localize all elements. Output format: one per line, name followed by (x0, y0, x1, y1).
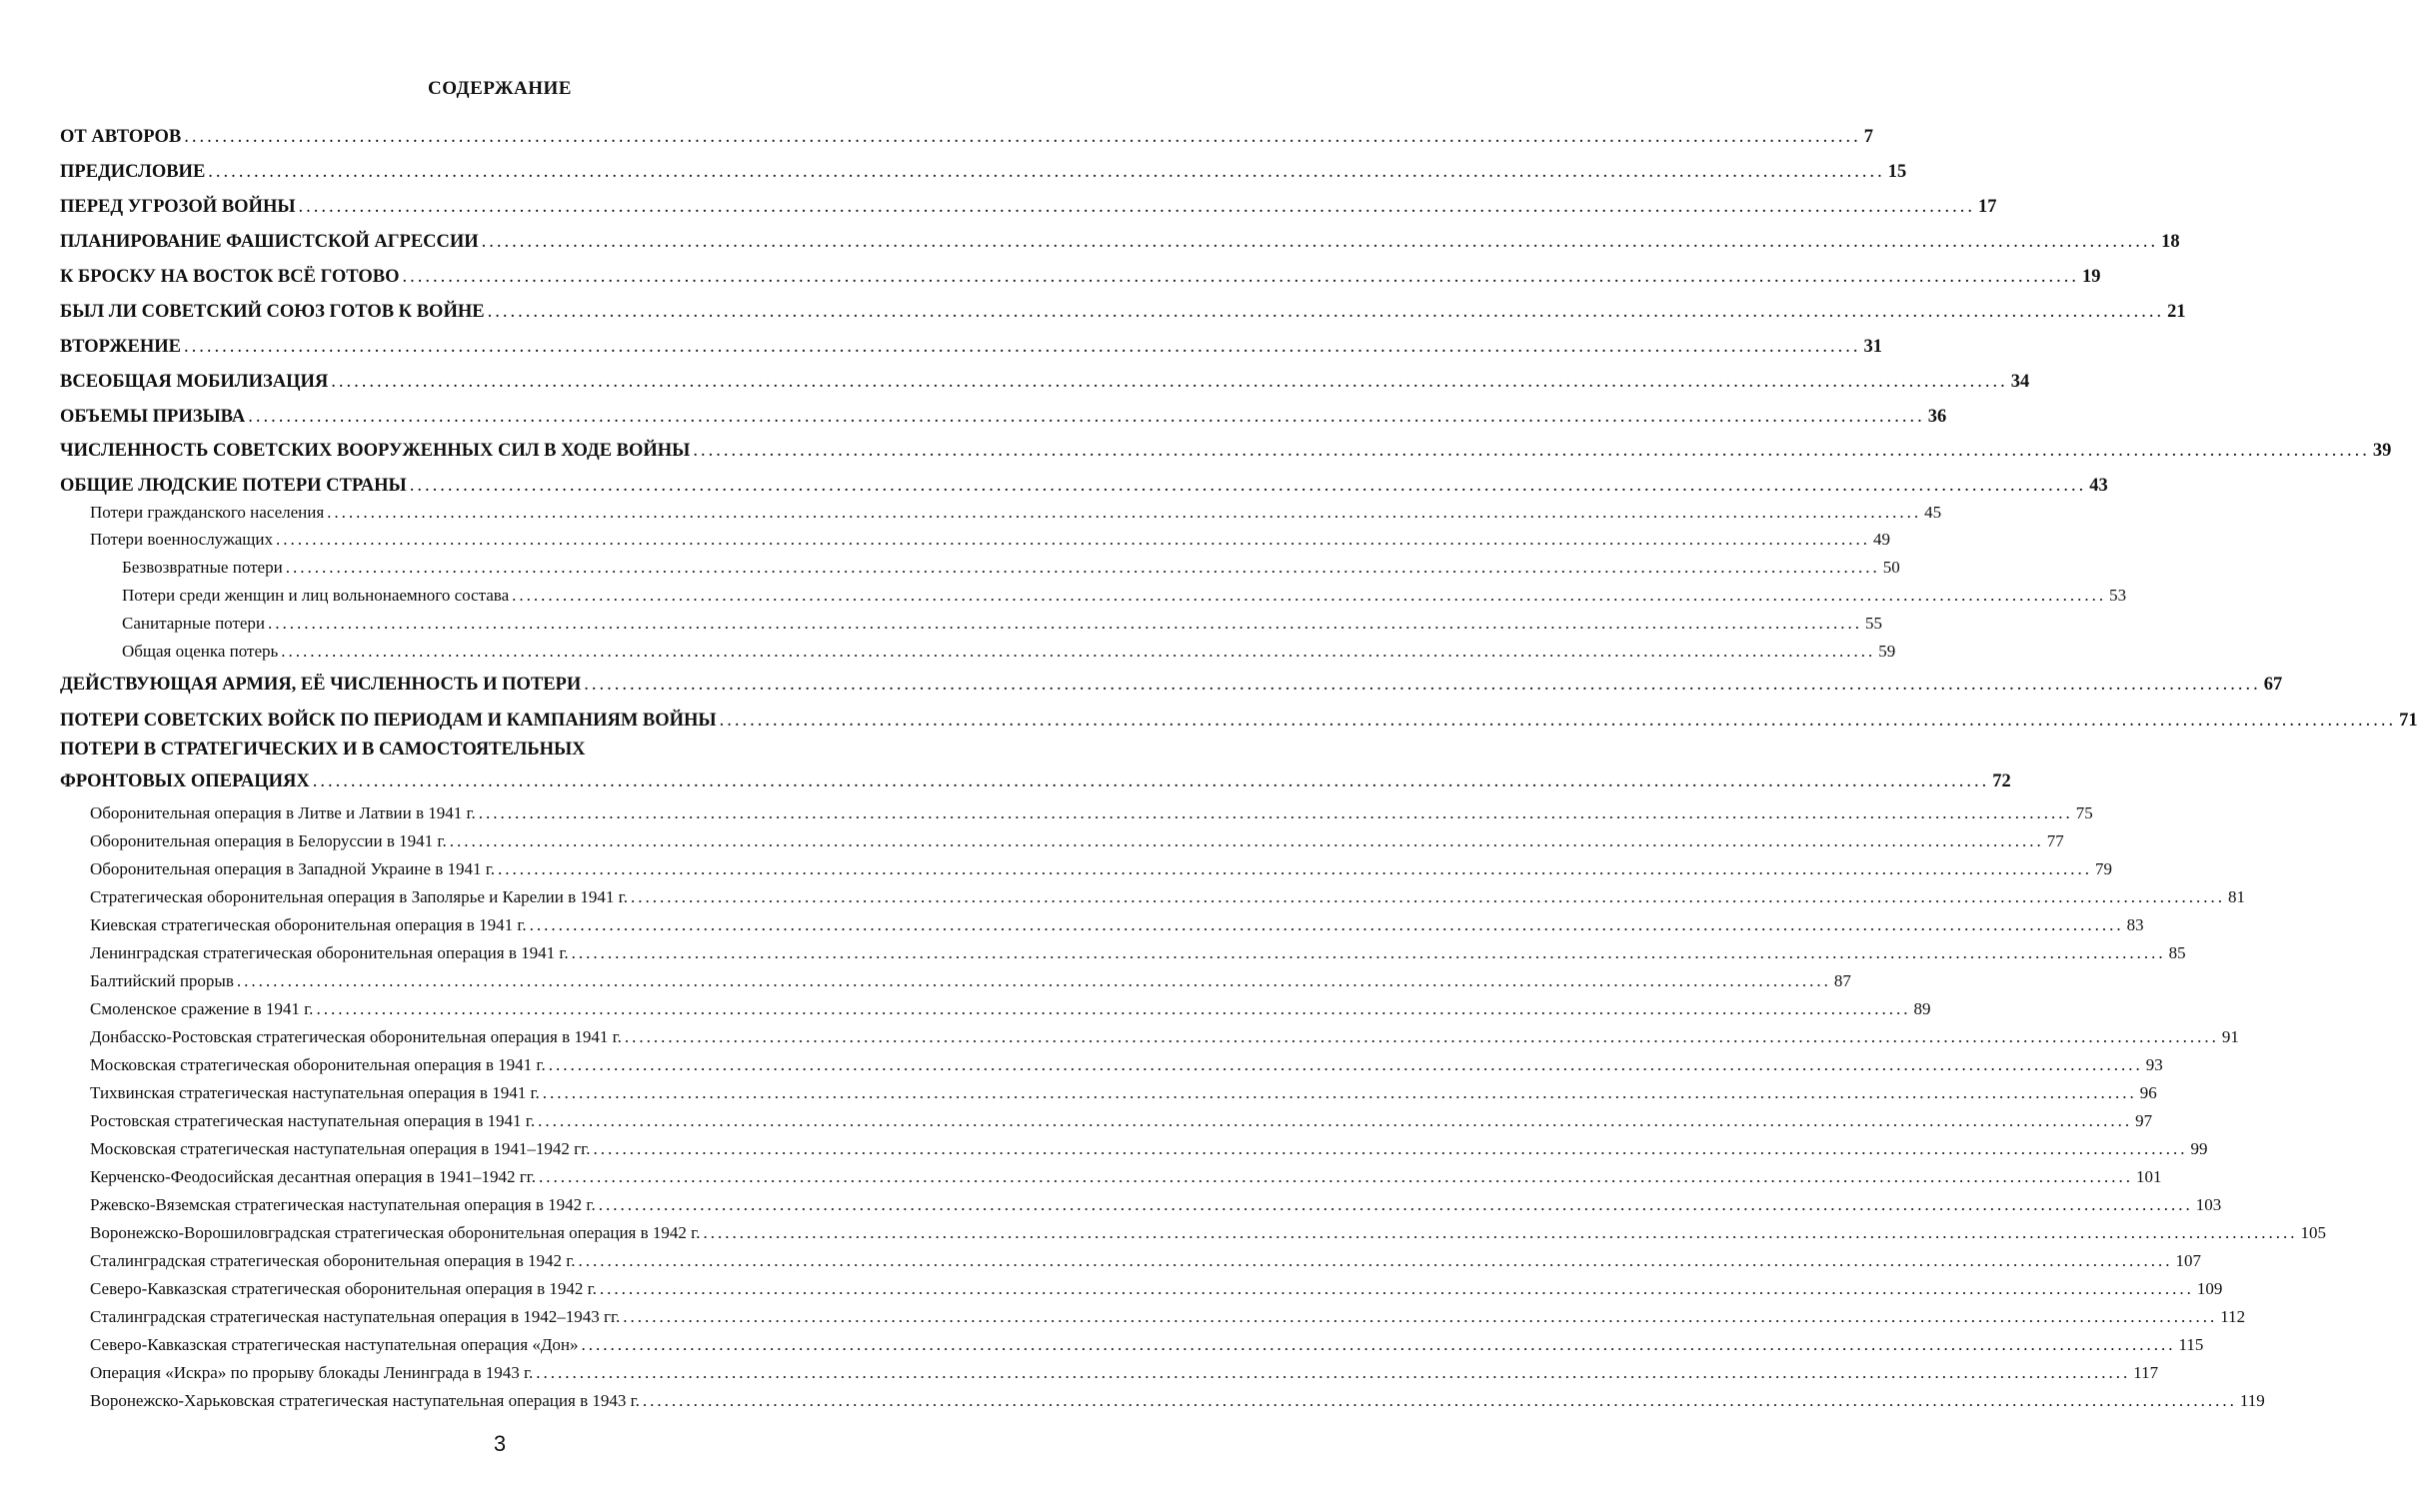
toc-entry-page: 71 (2399, 711, 2418, 731)
toc-entry-page: 79 (2095, 859, 2113, 878)
toc-entry[interactable] (60, 402, 1947, 428)
dot-leader: ............................................................................................................................................................................................................................ (312, 771, 1990, 791)
toc-entry-label: Потери гражданского населения (90, 503, 325, 522)
toc-entry-label: ПЛАНИРОВАНИЕ ФАШИСТСКОЙ АГРЕССИИ (60, 232, 479, 252)
toc-entry-label: Московская стратегическая оборонительная операция в 1941 г. (90, 1055, 546, 1074)
dot-leader: ............................................................................................................................................................................................................................ (183, 337, 1861, 357)
toc-entry[interactable] (60, 262, 2101, 288)
toc-entry-page: 109 (2196, 1279, 2223, 1298)
dot-leader: ............................................................................................................................................................................................................................ (236, 971, 1831, 990)
toc-entry-page: 7 (1863, 127, 1873, 147)
toc-entry-label: Сталинградская стратегическая оборонительная операция в 1942 г. (90, 1251, 576, 1270)
toc-entry[interactable] (90, 853, 2113, 879)
toc-entry[interactable] (90, 965, 1851, 991)
toc-entry-label: ОБЪЕМЫ ПРИЗЫВА (60, 407, 246, 427)
dot-leader: ............................................................................................................................................................................................................................ (512, 586, 2107, 605)
toc-entry-page: 34 (2010, 372, 2030, 392)
toc-entry-page: 83 (2126, 915, 2144, 934)
toc-entry-page: 43 (2089, 476, 2108, 496)
dot-leader: ............................................................................................................................................................................................................................ (409, 476, 2087, 496)
toc-entry[interactable] (60, 332, 1882, 358)
toc-entry[interactable] (90, 993, 1931, 1019)
toc-entry-page: 103 (2195, 1195, 2222, 1214)
dot-leader: ............................................................................................................................................................................................................................ (402, 267, 2079, 287)
toc-entry[interactable] (60, 706, 2418, 732)
toc-entry-page: 117 (2133, 1363, 2159, 1382)
toc-entry-page: 19 (2081, 267, 2101, 287)
dot-leader: ............................................................................................................................................................................................................................ (327, 503, 1922, 522)
toc-entry-page: 85 (2168, 943, 2186, 962)
toc-entry[interactable] (122, 636, 1896, 662)
toc-entry-page: 53 (2109, 586, 2127, 605)
dot-leader: ............................................................................................................................................................................................................................ (538, 1111, 2133, 1130)
toc-entry-label: Стратегическая оборонительная операция в Заполярье и Карелии в 1941 г. (90, 887, 628, 906)
toc-entry-page: 18 (2161, 232, 2180, 252)
toc-entry[interactable] (60, 297, 2186, 323)
toc-entry-label-line1: ПОТЕРИ В СТРАТЕГИЧЕСКИХ И В САМОСТОЯТЕЛЬНЫХ (60, 740, 586, 759)
dot-leader: ............................................................................................................................................................................................................................ (542, 1083, 2137, 1102)
toc-entry[interactable] (90, 937, 2186, 963)
toc-entry-page: 107 (2175, 1251, 2202, 1270)
toc-entry[interactable] (90, 1357, 2159, 1383)
dot-leader: ............................................................................................................................................................................................................................ (529, 915, 2124, 934)
toc-entry-page: 39 (2372, 441, 2392, 461)
toc-entry[interactable] (90, 909, 2144, 935)
dot-leader: ............................................................................................................................................................................................................................ (316, 999, 1911, 1018)
toc-entry[interactable] (60, 192, 1997, 218)
toc-entry[interactable] (90, 1133, 2208, 1159)
dot-leader: ............................................................................................................................................................................................................................ (571, 943, 2166, 962)
toc-entry[interactable] (60, 122, 1873, 148)
dot-leader: ............................................................................................................................................................................................................................ (536, 1363, 2131, 1382)
toc-entry[interactable] (60, 670, 2283, 696)
toc-entry-label: ПРЕДИСЛОВИЕ (60, 162, 206, 182)
toc-entry-page: 96 (2139, 1083, 2157, 1102)
toc-entry[interactable] (90, 1217, 2326, 1243)
dot-leader: ............................................................................................................................................................................................................................ (548, 1055, 2143, 1074)
toc-entry-label: ПОТЕРИ СОВЕТСКИХ ВОЙСК ПО ПЕРИОДАМ И КАМПАНИЯМ ВОЙНЫ (60, 711, 717, 731)
toc-entry-label: Донбасско-Ростовская стратегическая оборонительная операция в 1941 г. (90, 1027, 622, 1046)
toc-entry[interactable] (90, 1077, 2157, 1103)
toc-entry-page: 15 (1887, 162, 1907, 182)
toc-entry[interactable] (90, 881, 2245, 907)
toc-entry-page: 50 (1882, 558, 1900, 577)
toc-entry-page: 119 (2239, 1391, 2265, 1410)
toc-entry-page: 105 (2300, 1223, 2326, 1242)
toc-entry[interactable] (90, 1301, 2246, 1327)
toc-entry-page: 115 (2178, 1335, 2204, 1354)
dot-leader: ............................................................................................................................................................................................................................ (248, 407, 1925, 427)
toc-entry-label: Оборонительная операция в Белоруссии в 1941 г. (90, 831, 447, 850)
toc-entry-page: 93 (2145, 1055, 2163, 1074)
dot-leader: ............................................................................................................................................................................................................................ (642, 1391, 2237, 1410)
toc-entry-label: Потери военнослужащих (90, 530, 273, 549)
toc-entry-label: Операция «Искра» по прорыву блокады Ленинграда в 1943 г. (90, 1363, 534, 1382)
toc-entry[interactable] (60, 766, 2011, 792)
toc-entry-label: ОТ АВТОРОВ (60, 127, 182, 147)
toc-entry-label: Северо-Кавказская стратегическая оборонительная операция в 1942 г. (90, 1279, 597, 1298)
toc-entry-page: 21 (2167, 302, 2186, 322)
toc-entry-label: Воронежско-Харьковская стратегическая наступательная операция в 1943 г. (90, 1391, 640, 1410)
toc-entry-label: Безвозвратные потери (122, 558, 283, 577)
toc-entry-label: Московская стратегическая наступательная операция в 1941–1942 гг. (90, 1139, 591, 1158)
dot-leader: ............................................................................................................................................................................................................................ (487, 302, 2165, 322)
toc-entry[interactable] (90, 524, 1890, 550)
toc-entry[interactable] (60, 436, 2392, 462)
toc-entry-page: 81 (2227, 887, 2245, 906)
toc-entry[interactable] (90, 825, 2064, 851)
toc-entry-page: 49 (1872, 530, 1890, 549)
dot-leader: ............................................................................................................................................................................................................................ (630, 887, 2225, 906)
page-number: 3 (493, 1431, 507, 1456)
toc-title: СОДЕРЖАНИЕ (428, 78, 572, 99)
dot-leader: ............................................................................................................................................................................................................................ (281, 642, 1876, 661)
dot-leader: ............................................................................................................................................................................................................................ (719, 711, 2397, 731)
toc-entry[interactable] (90, 1161, 2162, 1187)
toc-entry[interactable] (90, 497, 1942, 523)
toc-entry[interactable] (60, 471, 2108, 497)
dot-leader: ............................................................................................................................................................................................................................ (581, 1335, 2176, 1354)
dot-leader: ............................................................................................................................................................................................................................ (623, 1307, 2218, 1326)
toc-entry[interactable] (90, 1329, 2204, 1355)
toc-entry-label: Балтийский прорыв (90, 971, 234, 990)
toc-entry-label: Общая оценка потерь (122, 642, 279, 661)
toc-entry[interactable] (60, 227, 2180, 253)
toc-entry-label: ФРОНТОВЫХ ОПЕРАЦИЯХ (60, 771, 310, 791)
toc-entry-label: ПЕРЕД УГРОЗОЙ ВОЙНЫ (60, 197, 296, 217)
dot-leader: ............................................................................................................................................................................................................................ (481, 232, 2159, 252)
dot-leader: ............................................................................................................................................................................................................................ (498, 859, 2093, 878)
toc-entry-page: 67 (2263, 675, 2283, 695)
toc-entry[interactable] (90, 1105, 2153, 1131)
toc-entry-label: Ржевско-Вяземская стратегическая наступательная операция в 1942 г. (90, 1195, 596, 1214)
toc-entry-label: ВСЕОБЩАЯ МОБИЛИЗАЦИЯ (60, 372, 329, 392)
dot-leader: ............................................................................................................................................................................................................................ (703, 1223, 2298, 1242)
toc-entry-label: Тихвинская стратегическая наступательная операция в 1941 г. (90, 1083, 540, 1102)
toc-entry-page: 87 (1833, 971, 1851, 990)
toc-entry[interactable] (90, 1189, 2222, 1215)
toc-entry-label: ОБЩИЕ ЛЮДСКИЕ ПОТЕРИ СТРАНЫ (60, 476, 407, 496)
dot-leader: ............................................................................................................................................................................................................................ (268, 614, 1863, 633)
dot-leader: ............................................................................................................................................................................................................................ (331, 372, 2008, 392)
dot-leader: ............................................................................................................................................................................................................................ (538, 1167, 2133, 1186)
toc-entry[interactable] (90, 1273, 2223, 1299)
toc-entry-page: 55 (1865, 614, 1883, 633)
toc-entry-label: К БРОСКУ НА ВОСТОК ВСЁ ГОТОВО (60, 267, 400, 287)
toc-entry-page: 91 (2221, 1027, 2239, 1046)
toc-entry-page: 97 (2135, 1111, 2153, 1130)
dot-leader: ............................................................................................................................................................................................................................ (478, 803, 2073, 822)
toc-entry-page: 36 (1927, 407, 1947, 427)
dot-leader: ............................................................................................................................................................................................................................ (208, 162, 1885, 182)
toc-entry-page: 59 (1878, 642, 1896, 661)
toc-entry-label: ВТОРЖЕНИЕ (60, 337, 181, 357)
dot-leader: ............................................................................................................................................................................................................................ (599, 1279, 2194, 1298)
dot-leader: ............................................................................................................................................................................................................................ (593, 1139, 2188, 1158)
toc-entry[interactable] (90, 1385, 2265, 1411)
dot-leader: ............................................................................................................................................................................................................................ (693, 441, 2370, 461)
toc-entry-label: Керченско-Феодосийская десантная операция в 1941–1942 гг. (90, 1167, 536, 1186)
toc-entry-label: БЫЛ ЛИ СОВЕТСКИЙ СОЮЗ ГОТОВ К ВОЙНЕ (60, 302, 485, 322)
toc-entry-label: Северо-Кавказская стратегическая наступательная операция «Дон» (90, 1335, 579, 1354)
toc-entry-label: Ростовская стратегическая наступательная операция в 1941 г. (90, 1111, 536, 1130)
toc-entry-page: 89 (1913, 999, 1931, 1018)
dot-leader: ............................................................................................................................................................................................................................ (578, 1251, 2173, 1270)
toc-entry[interactable] (90, 1049, 2163, 1075)
toc-entry-label: Потери среди женщин и лиц вольнонаемного состава (122, 586, 510, 605)
dot-leader: ............................................................................................................................................................................................................................ (598, 1195, 2193, 1214)
toc-entry-page: 99 (2190, 1139, 2208, 1158)
toc-entry-page: 77 (2046, 831, 2064, 850)
dot-leader: ............................................................................................................................................................................................................................ (184, 127, 1861, 147)
toc-entry-page: 72 (1992, 771, 2011, 791)
toc-entry[interactable] (90, 1245, 2202, 1271)
toc-entry-page: 75 (2075, 803, 2093, 822)
toc-entry[interactable] (60, 367, 2030, 393)
toc-entry-label: Ленинградская стратегическая оборонительная операция в 1941 г. (90, 943, 569, 962)
toc-entry[interactable] (90, 797, 2093, 823)
toc-entry-label: Оборонительная операция в Западной Украине в 1941 г. (90, 859, 496, 878)
toc-entry-label: ЧИСЛЕННОСТЬ СОВЕТСКИХ ВООРУЖЕННЫХ СИЛ В ХОДЕ ВОЙНЫ (60, 441, 691, 461)
toc-entry-page: 17 (1978, 197, 1997, 217)
toc-entry-page: 101 (2135, 1167, 2162, 1186)
dot-leader: ............................................................................................................................................................................................................................ (285, 558, 1880, 577)
toc-entry-label: Смоленское сражение в 1941 г. (90, 999, 314, 1018)
toc-entry[interactable] (122, 580, 2127, 606)
dot-leader: ............................................................................................................................................................................................................................ (624, 1027, 2219, 1046)
dot-leader: ............................................................................................................................................................................................................................ (449, 831, 2044, 850)
toc-entry-label: Сталинградская стратегическая наступательная операция в 1942–1943 гг. (90, 1307, 621, 1326)
toc-entry-label: ДЕЙСТВУЮЩАЯ АРМИЯ, ЕЁ ЧИСЛЕННОСТЬ И ПОТЕРИ (60, 675, 582, 695)
toc-entry-page: 112 (2220, 1307, 2246, 1326)
dot-leader: ............................................................................................................................................................................................................................ (275, 530, 1870, 549)
toc-entry[interactable] (90, 1021, 2239, 1047)
toc-entry[interactable] (122, 608, 1883, 634)
toc-entry[interactable] (60, 157, 1907, 183)
toc-entry[interactable] (122, 552, 1900, 578)
dot-leader: ............................................................................................................................................................................................................................ (584, 675, 2261, 695)
toc-entry-label: Оборонительная операция в Литве и Латвии в 1941 г. (90, 803, 476, 822)
dot-leader: ............................................................................................................................................................................................................................ (298, 197, 1975, 217)
toc-entry-page: 31 (1863, 337, 1882, 357)
toc-entry-label: Санитарные потери (122, 614, 266, 633)
toc-entry-page: 45 (1924, 503, 1942, 522)
toc-entry-label: Киевская стратегическая оборонительная операция в 1941 г. (90, 915, 527, 934)
toc-entry-label: Воронежско-Ворошиловградская стратегическая оборонительная операция в 1942 г. (90, 1223, 701, 1242)
